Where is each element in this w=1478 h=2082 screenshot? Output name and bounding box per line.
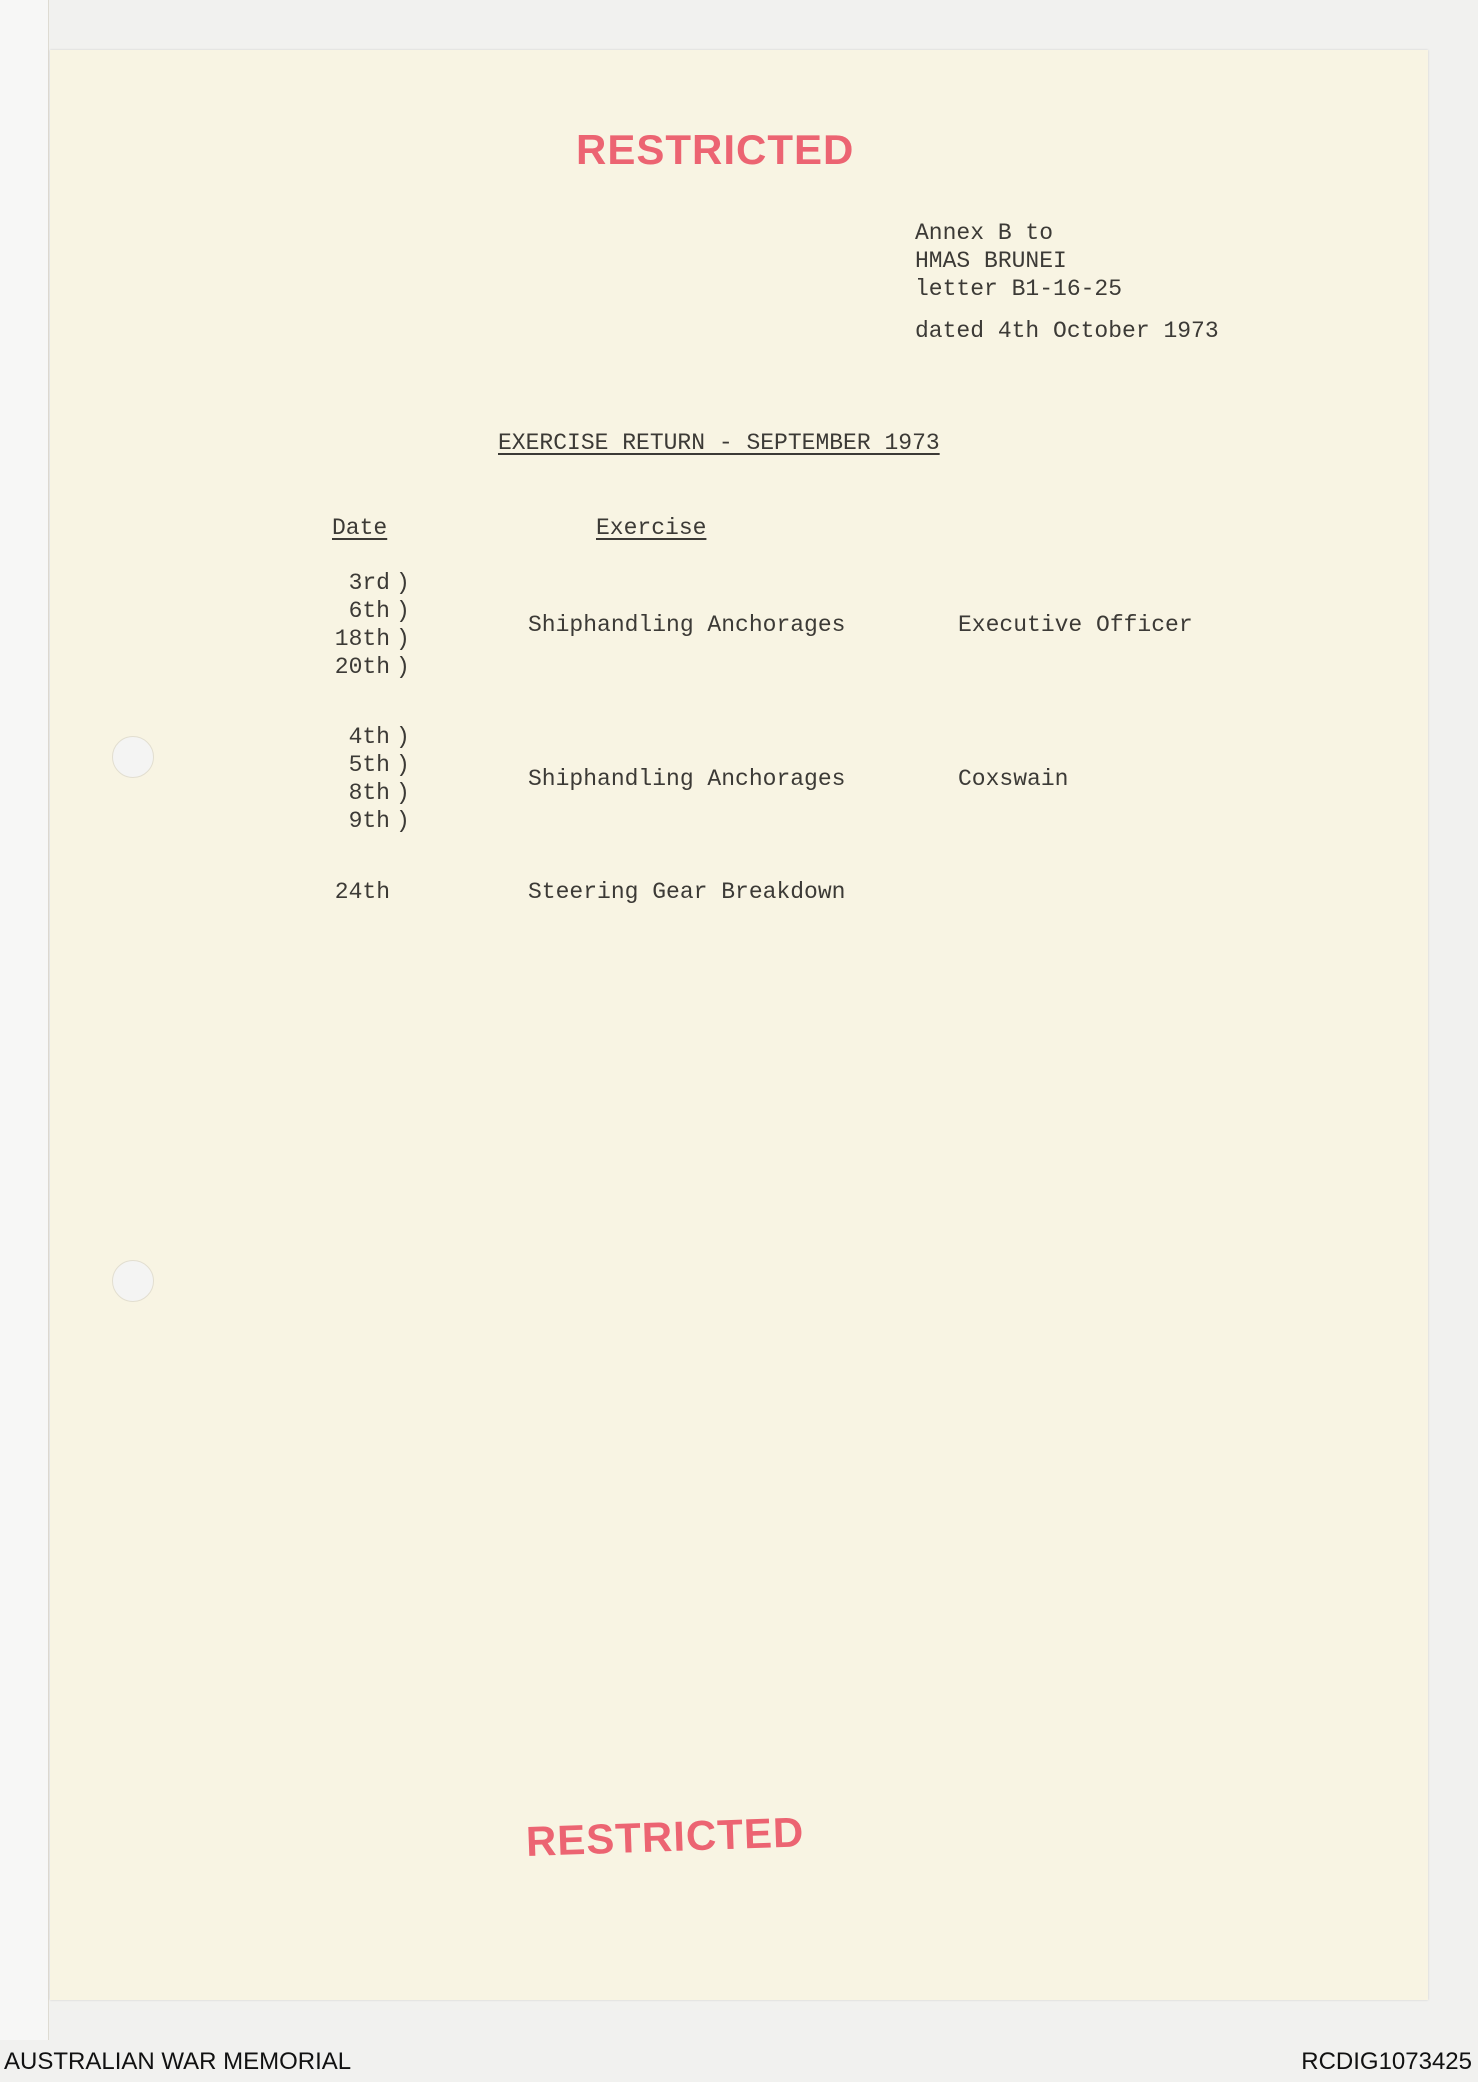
archive-caption-right: RCDIG1073425	[1301, 2048, 1472, 2075]
entry-officer: Coxswain	[958, 766, 1069, 792]
bracket-mark: )	[396, 570, 410, 596]
entry-date: 5th	[348, 752, 390, 778]
document-page	[50, 50, 1428, 2000]
entry-date: 3rd	[348, 570, 390, 596]
ship-name-line: HMAS BRUNEI	[915, 248, 1067, 274]
document-title: EXERCISE RETURN - SEPTEMBER 1973	[498, 430, 940, 456]
punch-hole-upper	[112, 736, 154, 778]
entry-date: 24th	[334, 879, 390, 905]
punch-hole-lower	[112, 1260, 154, 1302]
bracket-mark: )	[396, 752, 410, 778]
bracket-mark: )	[396, 654, 410, 680]
entry-exercise: Steering Gear Breakdown	[528, 879, 846, 905]
scan-margin-strip	[0, 0, 49, 2040]
bracket-mark: )	[396, 626, 410, 652]
entry-date: 6th	[348, 598, 390, 624]
exercise-column-header: Exercise	[596, 515, 707, 541]
bracket-mark: )	[396, 808, 410, 834]
entry-date: 8th	[348, 780, 390, 806]
annex-line: Annex B to	[915, 220, 1054, 246]
bracket-mark: )	[396, 598, 410, 624]
entry-date: 9th	[348, 808, 390, 834]
bracket-mark: )	[396, 780, 410, 806]
entry-date: 4th	[348, 724, 390, 750]
letter-reference-line: letter B1-16-25	[915, 276, 1123, 302]
bracket-mark: )	[396, 724, 410, 750]
entry-exercise: Shiphandling Anchorages	[528, 766, 846, 792]
dated-line: dated 4th October 1973	[915, 318, 1219, 344]
entry-date: 20th	[334, 654, 390, 680]
date-column-header: Date	[332, 515, 388, 541]
restricted-stamp-bottom: RESTRICTED	[525, 1808, 805, 1865]
entry-exercise: Shiphandling Anchorages	[528, 612, 846, 638]
restricted-stamp-top: RESTRICTED	[576, 126, 855, 173]
archive-caption-left: AUSTRALIAN WAR MEMORIAL	[4, 2048, 352, 2075]
entry-officer: Executive Officer	[958, 612, 1193, 638]
entry-date: 18th	[334, 626, 390, 652]
